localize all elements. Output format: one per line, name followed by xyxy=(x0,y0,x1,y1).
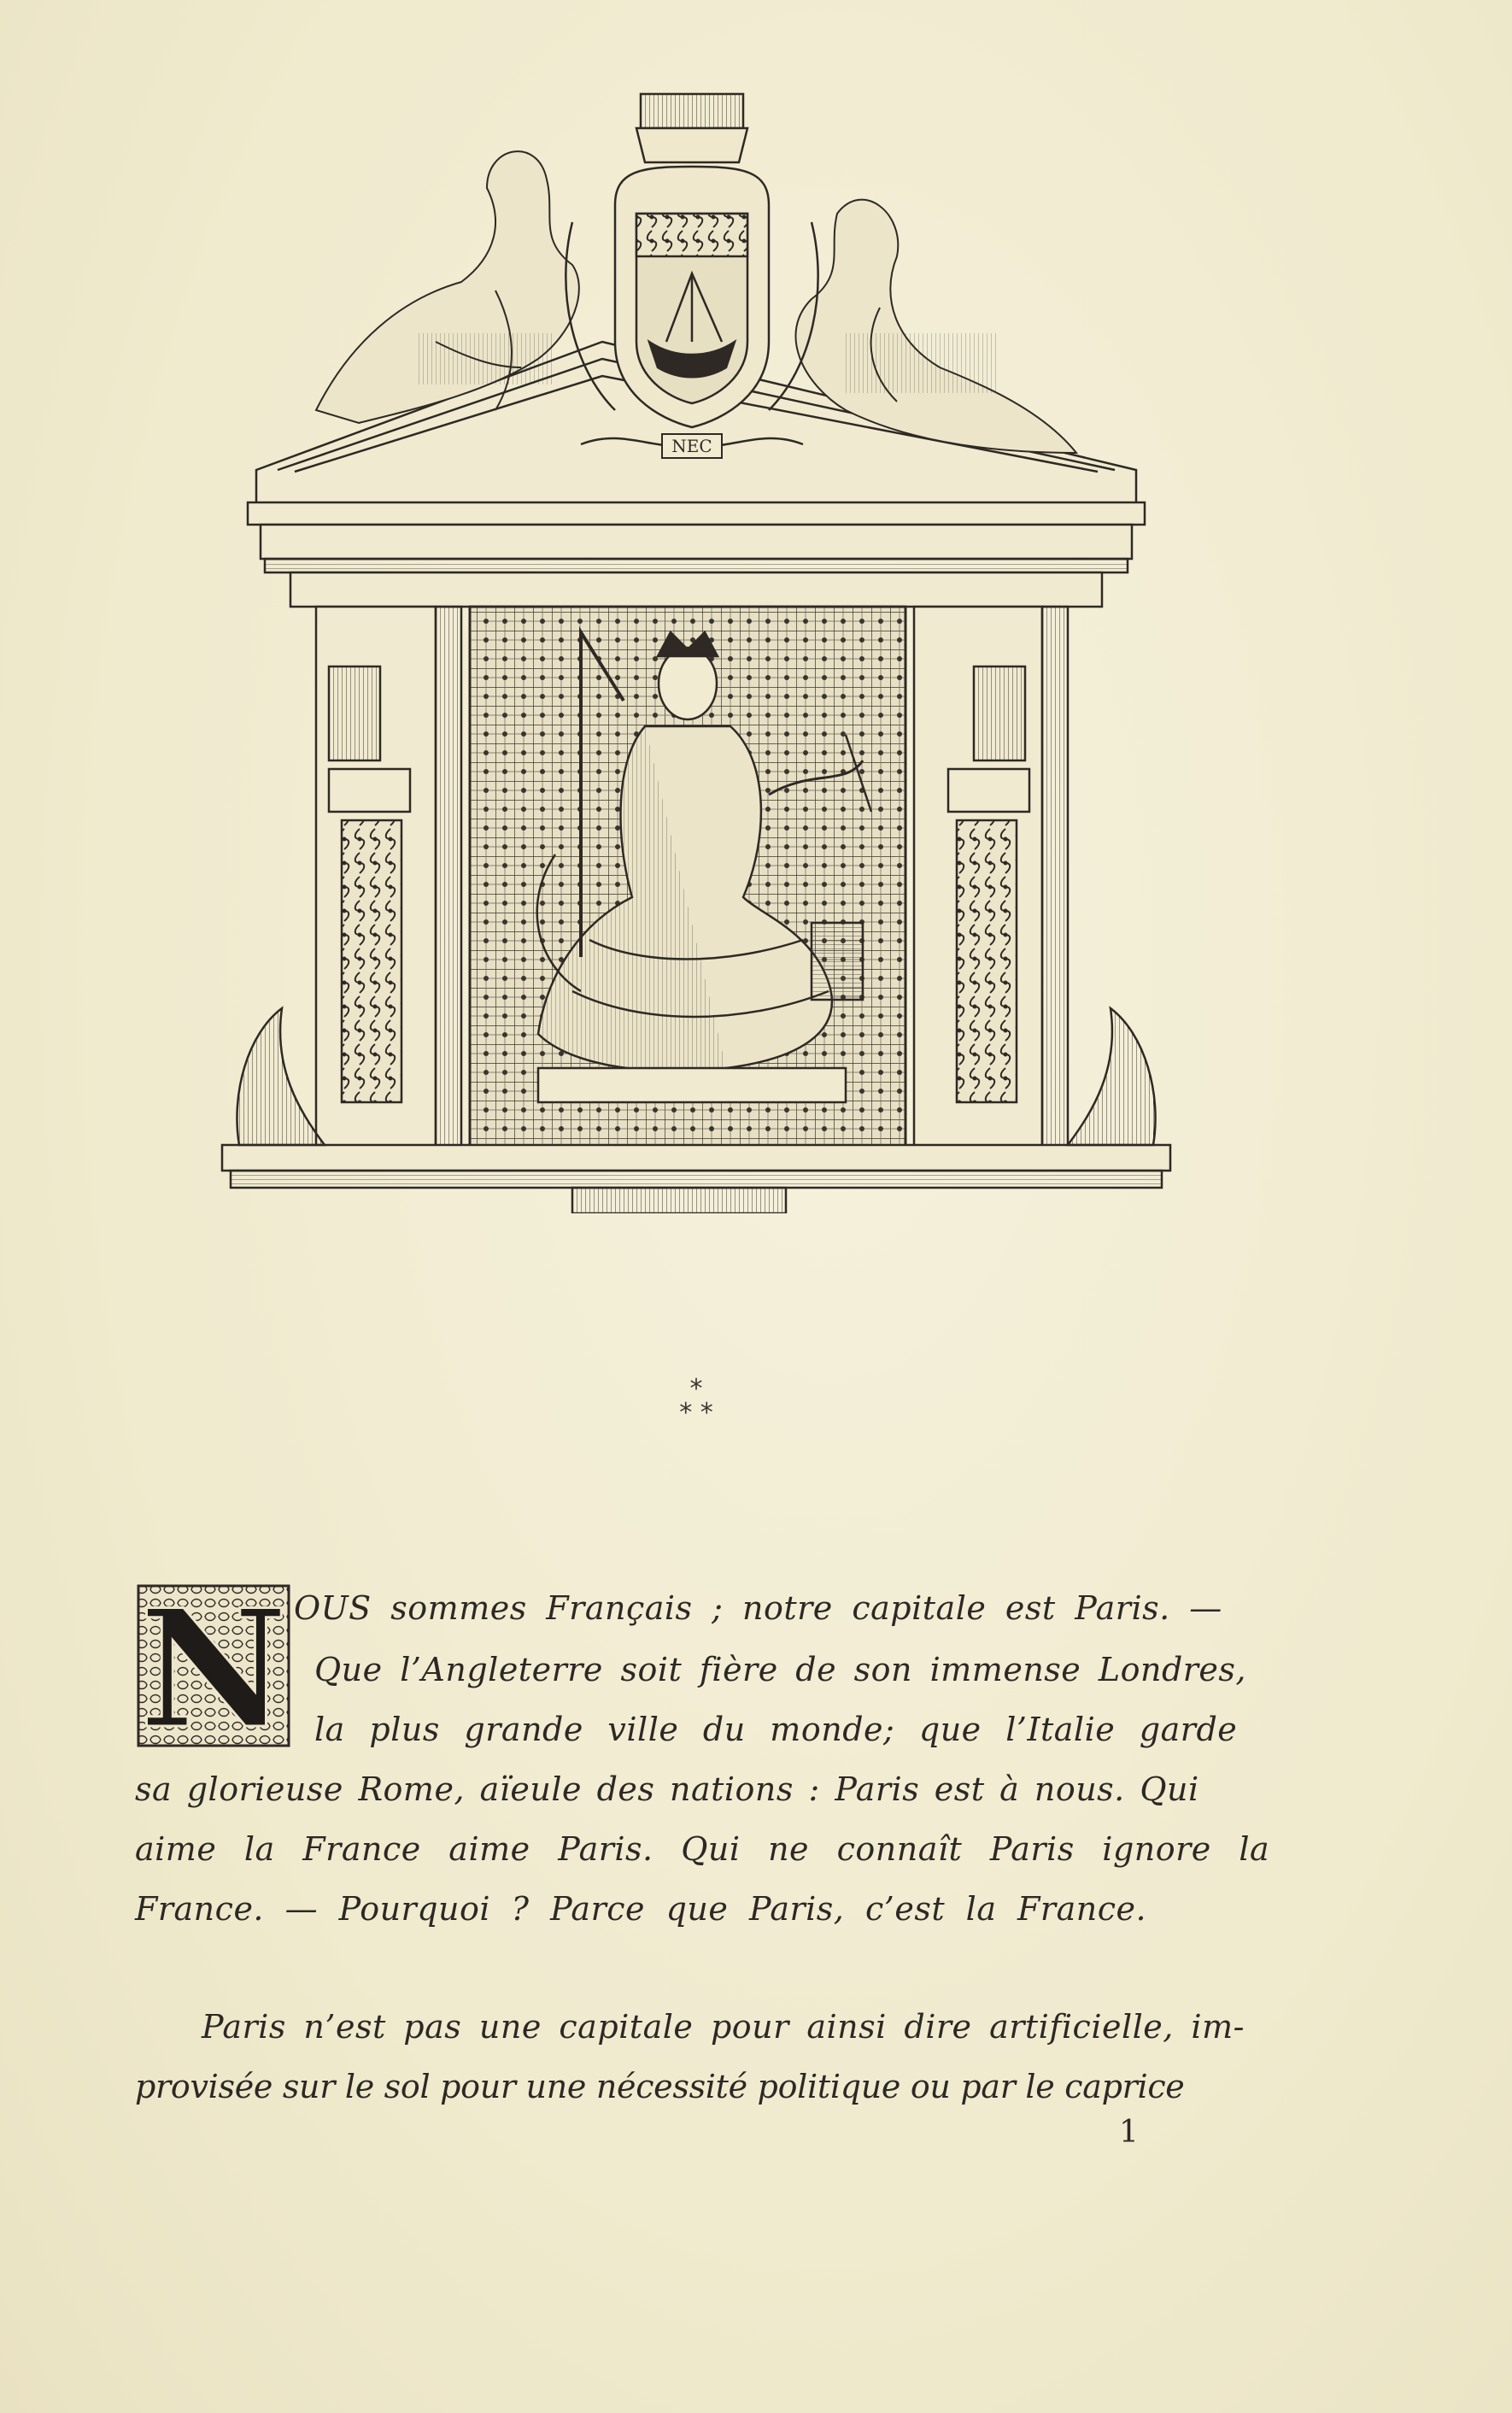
paragraph-1 xyxy=(135,1582,1270,1941)
para1-line-6: France. — Pourquoi ? Parce que Paris, c’est la France. xyxy=(135,1890,1147,1928)
para2-line-1: Paris n’est pas une capitale pour ainsi dire artificielle, im- xyxy=(202,2008,1245,2046)
motto-text: NEC xyxy=(671,436,712,456)
dropcap-letter: N xyxy=(139,1582,288,1749)
asterism-top: * xyxy=(689,1374,703,1404)
para1-line-4: sa glorieuse Rome, aïeule des nations : Paris est à nous. Qui xyxy=(135,1770,1199,1808)
para1-line-2: Que l’Angleterre soit fière de son immense Londres, xyxy=(314,1651,1247,1688)
para2-line-2: provisée sur le sol pour une nécessité politique ou par le caprice xyxy=(135,2068,1185,2105)
paragraph-2 xyxy=(135,2008,1258,2136)
page-number: 1 xyxy=(1119,2115,1139,2150)
asterism-bottom: * * xyxy=(679,1398,713,1428)
paris-allegory-engraving xyxy=(214,85,1179,1213)
asterism xyxy=(649,1374,743,1428)
left-pilaster xyxy=(316,607,461,1154)
para1-line-1: OUS sommes Français ; notre capitale est Paris. — xyxy=(294,1589,1222,1627)
para1-line-5: aime la France aime Paris. Qui ne connaît Paris ignore la xyxy=(135,1830,1270,1868)
para1-line-3: la plus grande ville du monde; que l’Italie garde xyxy=(314,1711,1238,1748)
right-pilaster xyxy=(914,607,1068,1154)
